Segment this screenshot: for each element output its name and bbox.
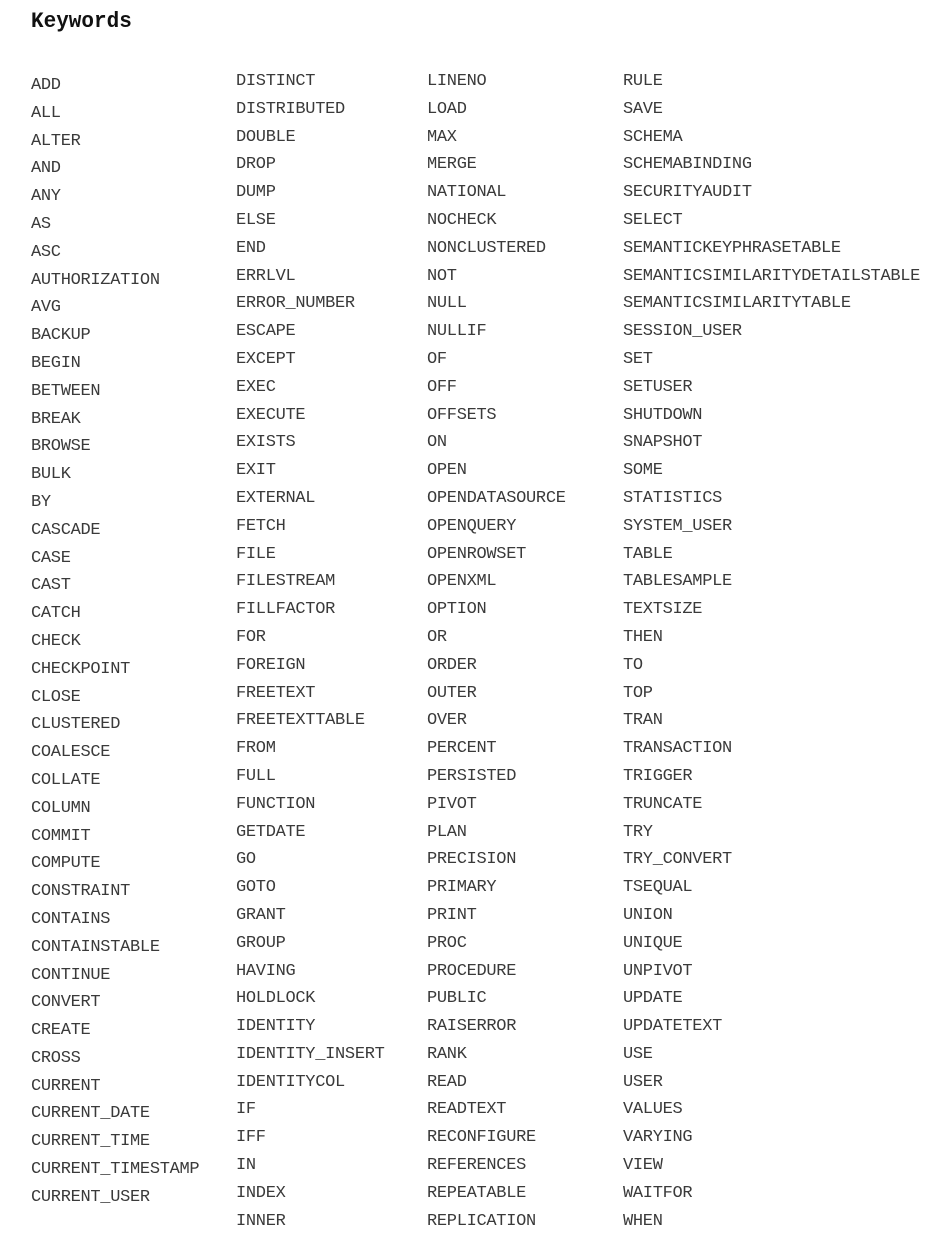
- keyword-item: COLUMN: [31, 798, 91, 818]
- keyword-item: CURRENT_DATE: [31, 1104, 150, 1124]
- keyword-item: MAX: [427, 127, 457, 147]
- keyword-item: CLOSE: [31, 687, 81, 707]
- keyword-item: CAST: [31, 576, 71, 596]
- keyword-item: SESSION_USER: [623, 322, 742, 342]
- keyword-item: VIEW: [623, 1156, 663, 1176]
- keyword-item: SELECT: [623, 210, 683, 230]
- keyword-item: STATISTICS: [623, 488, 723, 508]
- keyword-item: BREAK: [31, 409, 81, 429]
- keyword-item: BETWEEN: [31, 381, 101, 401]
- keyword-item: ADD: [31, 76, 61, 95]
- keyword-item: RULE: [623, 72, 663, 91]
- keyword-item: REPEATABLE: [427, 1183, 527, 1203]
- keyword-item: HOLDLOCK: [236, 989, 316, 1009]
- keyword-item: CURRENT: [31, 1076, 101, 1096]
- keyword-item: FUNCTION: [236, 794, 316, 814]
- keyword-item: CASE: [31, 548, 71, 568]
- keyword-item: REPLICATION: [427, 1211, 536, 1231]
- keyword-item: PRECISION: [427, 850, 517, 870]
- keyword-item: SAVE: [623, 99, 663, 119]
- keyword-item: CONTINUE: [31, 965, 111, 985]
- keyword-item: OPEN: [427, 461, 467, 481]
- keyword-item: UPDATE: [623, 989, 683, 1009]
- keyword-item: ASC: [31, 242, 61, 262]
- keyword-item: OUTER: [427, 683, 477, 703]
- page-heading: Keywords: [31, 10, 132, 35]
- keyword-item: DISTINCT: [236, 72, 316, 91]
- keyword-item: BULK: [31, 465, 71, 485]
- keyword-item: NULL: [427, 294, 467, 314]
- keyword-item: RAISERROR: [427, 1017, 517, 1037]
- keyword-item: CLUSTERED: [31, 715, 121, 735]
- keyword-item: OPENROWSET: [427, 544, 527, 564]
- keyword-item: TO: [623, 655, 643, 675]
- keyword-item: LINENO: [427, 72, 487, 91]
- keyword-item: DUMP: [236, 183, 276, 203]
- keyword-item: DISTRIBUTED: [236, 99, 345, 119]
- keyword-item: EXECUTE: [236, 405, 306, 425]
- keyword-item: SCHEMABINDING: [623, 155, 752, 175]
- keyword-item: CATCH: [31, 604, 81, 624]
- keyword-item: CURRENT_TIMESTAMP: [31, 1160, 200, 1180]
- keyword-item: IN: [236, 1156, 256, 1176]
- keyword-item: FROM: [236, 739, 276, 759]
- keyword-item: BEGIN: [31, 353, 81, 373]
- keyword-item: FILE: [236, 544, 276, 564]
- keyword-item: OFFSETS: [427, 405, 497, 425]
- keyword-item: REFERENCES: [427, 1156, 527, 1176]
- keyword-item: LOAD: [427, 99, 467, 119]
- keyword-item: NATIONAL: [427, 183, 507, 203]
- keyword-item: COALESCE: [31, 743, 111, 763]
- keyword-item: PERCENT: [427, 739, 497, 759]
- keyword-item: NOT: [427, 266, 457, 286]
- keyword-item: PIVOT: [427, 794, 477, 814]
- keyword-item: PLAN: [427, 822, 467, 842]
- keyword-item: PROCEDURE: [427, 961, 517, 981]
- keyword-item: READTEXT: [427, 1100, 507, 1120]
- keyword-item: GRANT: [236, 905, 286, 925]
- keyword-item: VALUES: [623, 1100, 683, 1120]
- keyword-item: IFF: [236, 1128, 266, 1148]
- keyword-item: UNPIVOT: [623, 961, 693, 981]
- keyword-item: PRIMARY: [427, 878, 497, 898]
- keyword-item: TSEQUAL: [623, 878, 693, 898]
- keyword-item: UNIQUE: [623, 933, 683, 953]
- keyword-item: UNION: [623, 905, 673, 925]
- keyword-item: EXTERNAL: [236, 488, 316, 508]
- keyword-item: WAITFOR: [623, 1183, 693, 1203]
- keyword-item: TABLESAMPLE: [623, 572, 732, 592]
- keyword-item: FULL: [236, 766, 276, 786]
- keyword-item: ALL: [31, 103, 61, 123]
- keyword-item: AND: [31, 159, 61, 179]
- keyword-item: SOME: [623, 461, 663, 481]
- keyword-item: NULLIF: [427, 322, 487, 342]
- keyword-item: SETUSER: [623, 377, 693, 397]
- keyword-item: SCHEMA: [623, 127, 683, 147]
- keyword-item: TEXTSIZE: [623, 600, 703, 620]
- keyword-item: FOR: [236, 627, 266, 647]
- keyword-item: CONSTRAINT: [31, 882, 131, 902]
- keyword-item: IF: [236, 1100, 256, 1120]
- keyword-item: FETCH: [236, 516, 286, 536]
- keyword-item: GO: [236, 850, 256, 870]
- keyword-item: CHECKPOINT: [31, 659, 131, 679]
- keyword-item: OFF: [427, 377, 457, 397]
- keyword-item: RECONFIGURE: [427, 1128, 536, 1148]
- keyword-item: PRINT: [427, 905, 477, 925]
- keyword-item: EXIT: [236, 461, 276, 481]
- keyword-item: TRANSACTION: [623, 739, 732, 759]
- keyword-item: OF: [427, 349, 447, 369]
- keyword-item: OPENXML: [427, 572, 497, 592]
- keyword-item: PUBLIC: [427, 989, 487, 1009]
- keyword-item: COLLATE: [31, 770, 101, 790]
- keyword-item: OPENQUERY: [427, 516, 517, 536]
- keyword-item: TRUNCATE: [623, 794, 703, 814]
- keyword-column-2: [236, 68, 385, 1235]
- keyword-item: ANY: [31, 187, 61, 207]
- keyword-item: SEMANTICKEYPHRASETABLE: [623, 238, 841, 258]
- keyword-item: IDENTITYCOL: [236, 1072, 345, 1092]
- keyword-item: SET: [623, 349, 653, 369]
- keyword-item: ERRLVL: [236, 266, 296, 286]
- keyword-item: TRY_CONVERT: [623, 850, 732, 870]
- keyword-item: AS: [31, 214, 51, 234]
- keyword-item: ELSE: [236, 210, 276, 230]
- keyword-item: USE: [623, 1044, 653, 1064]
- keyword-item: SEMANTICSIMILARITYTABLE: [623, 294, 851, 314]
- keyword-item: OR: [427, 627, 447, 647]
- keyword-item: SECURITYAUDIT: [623, 183, 752, 203]
- keyword-item: USER: [623, 1072, 663, 1092]
- keyword-item: MERGE: [427, 155, 477, 175]
- keyword-item: SEMANTICSIMILARITYDETAILSTABLE: [623, 266, 921, 286]
- keyword-item: TOP: [623, 683, 653, 703]
- keyword-item: VARYING: [623, 1128, 693, 1148]
- keyword-item: CROSS: [31, 1048, 81, 1068]
- keyword-item: RANK: [427, 1044, 467, 1064]
- keyword-column-4: [623, 68, 920, 1235]
- keyword-item: UPDATETEXT: [623, 1017, 723, 1037]
- keyword-item: GETDATE: [236, 822, 306, 842]
- keyword-item: COMMIT: [31, 826, 91, 846]
- keyword-item: ALTER: [31, 131, 81, 151]
- keyword-item: CONTAINSTABLE: [31, 937, 160, 957]
- keyword-item: READ: [427, 1072, 467, 1092]
- keyword-item: FILLFACTOR: [236, 600, 336, 620]
- keyword-item: EXEC: [236, 377, 276, 397]
- keyword-item: BY: [31, 492, 51, 512]
- keyword-item: BACKUP: [31, 326, 91, 346]
- keyword-item: ON: [427, 433, 447, 453]
- keyword-item: WHEN: [623, 1211, 663, 1231]
- keyword-item: FREETEXTTABLE: [236, 711, 365, 731]
- keyword-item: FOREIGN: [236, 655, 306, 675]
- keyword-item: GROUP: [236, 933, 286, 953]
- keyword-item: BROWSE: [31, 437, 91, 457]
- keyword-item: CURRENT_TIME: [31, 1132, 150, 1152]
- keyword-column-3: [427, 68, 566, 1235]
- keyword-item: PROC: [427, 933, 467, 953]
- keyword-item: OPTION: [427, 600, 487, 620]
- keyword-item: SYSTEM_USER: [623, 516, 732, 536]
- keyword-item: NONCLUSTERED: [427, 238, 546, 258]
- keyword-item: OPENDATASOURCE: [427, 488, 566, 508]
- keyword-item: DOUBLE: [236, 127, 296, 147]
- keyword-item: EXISTS: [236, 433, 296, 453]
- keyword-item: EXCEPT: [236, 349, 296, 369]
- keyword-item: GOTO: [236, 878, 276, 898]
- keyword-item: SHUTDOWN: [623, 405, 703, 425]
- keyword-item: AVG: [31, 298, 61, 318]
- keyword-item: TRY: [623, 822, 653, 842]
- keyword-item: IDENTITY_INSERT: [236, 1044, 385, 1064]
- keyword-item: AUTHORIZATION: [31, 270, 160, 290]
- keyword-item: FILESTREAM: [236, 572, 336, 592]
- keyword-item: SNAPSHOT: [623, 433, 703, 453]
- keyword-item: CREATE: [31, 1021, 91, 1041]
- keyword-item: INNER: [236, 1211, 286, 1231]
- keyword-item: TRIGGER: [623, 766, 693, 786]
- keyword-item: CONTAINS: [31, 909, 111, 929]
- keyword-item: HAVING: [236, 961, 296, 981]
- keyword-column-1: [31, 72, 199, 1212]
- keyword-item: FREETEXT: [236, 683, 316, 703]
- keyword-item: CONVERT: [31, 993, 101, 1013]
- keyword-item: TRAN: [623, 711, 663, 731]
- keyword-item: ESCAPE: [236, 322, 296, 342]
- keyword-item: DROP: [236, 155, 276, 175]
- keyword-item: OVER: [427, 711, 467, 731]
- keyword-item: CASCADE: [31, 520, 101, 540]
- keyword-item: TABLE: [623, 544, 673, 564]
- keyword-item: INDEX: [236, 1183, 286, 1203]
- keyword-item: ORDER: [427, 655, 477, 675]
- keyword-item: PERSISTED: [427, 766, 517, 786]
- keyword-item: CURRENT_USER: [31, 1187, 150, 1207]
- keyword-item: ERROR_NUMBER: [236, 294, 355, 314]
- keyword-item: THEN: [623, 627, 663, 647]
- keyword-item: END: [236, 238, 266, 258]
- keyword-item: NOCHECK: [427, 210, 497, 230]
- keyword-item: COMPUTE: [31, 854, 101, 874]
- keyword-item: IDENTITY: [236, 1017, 316, 1037]
- keyword-item: CHECK: [31, 631, 81, 651]
